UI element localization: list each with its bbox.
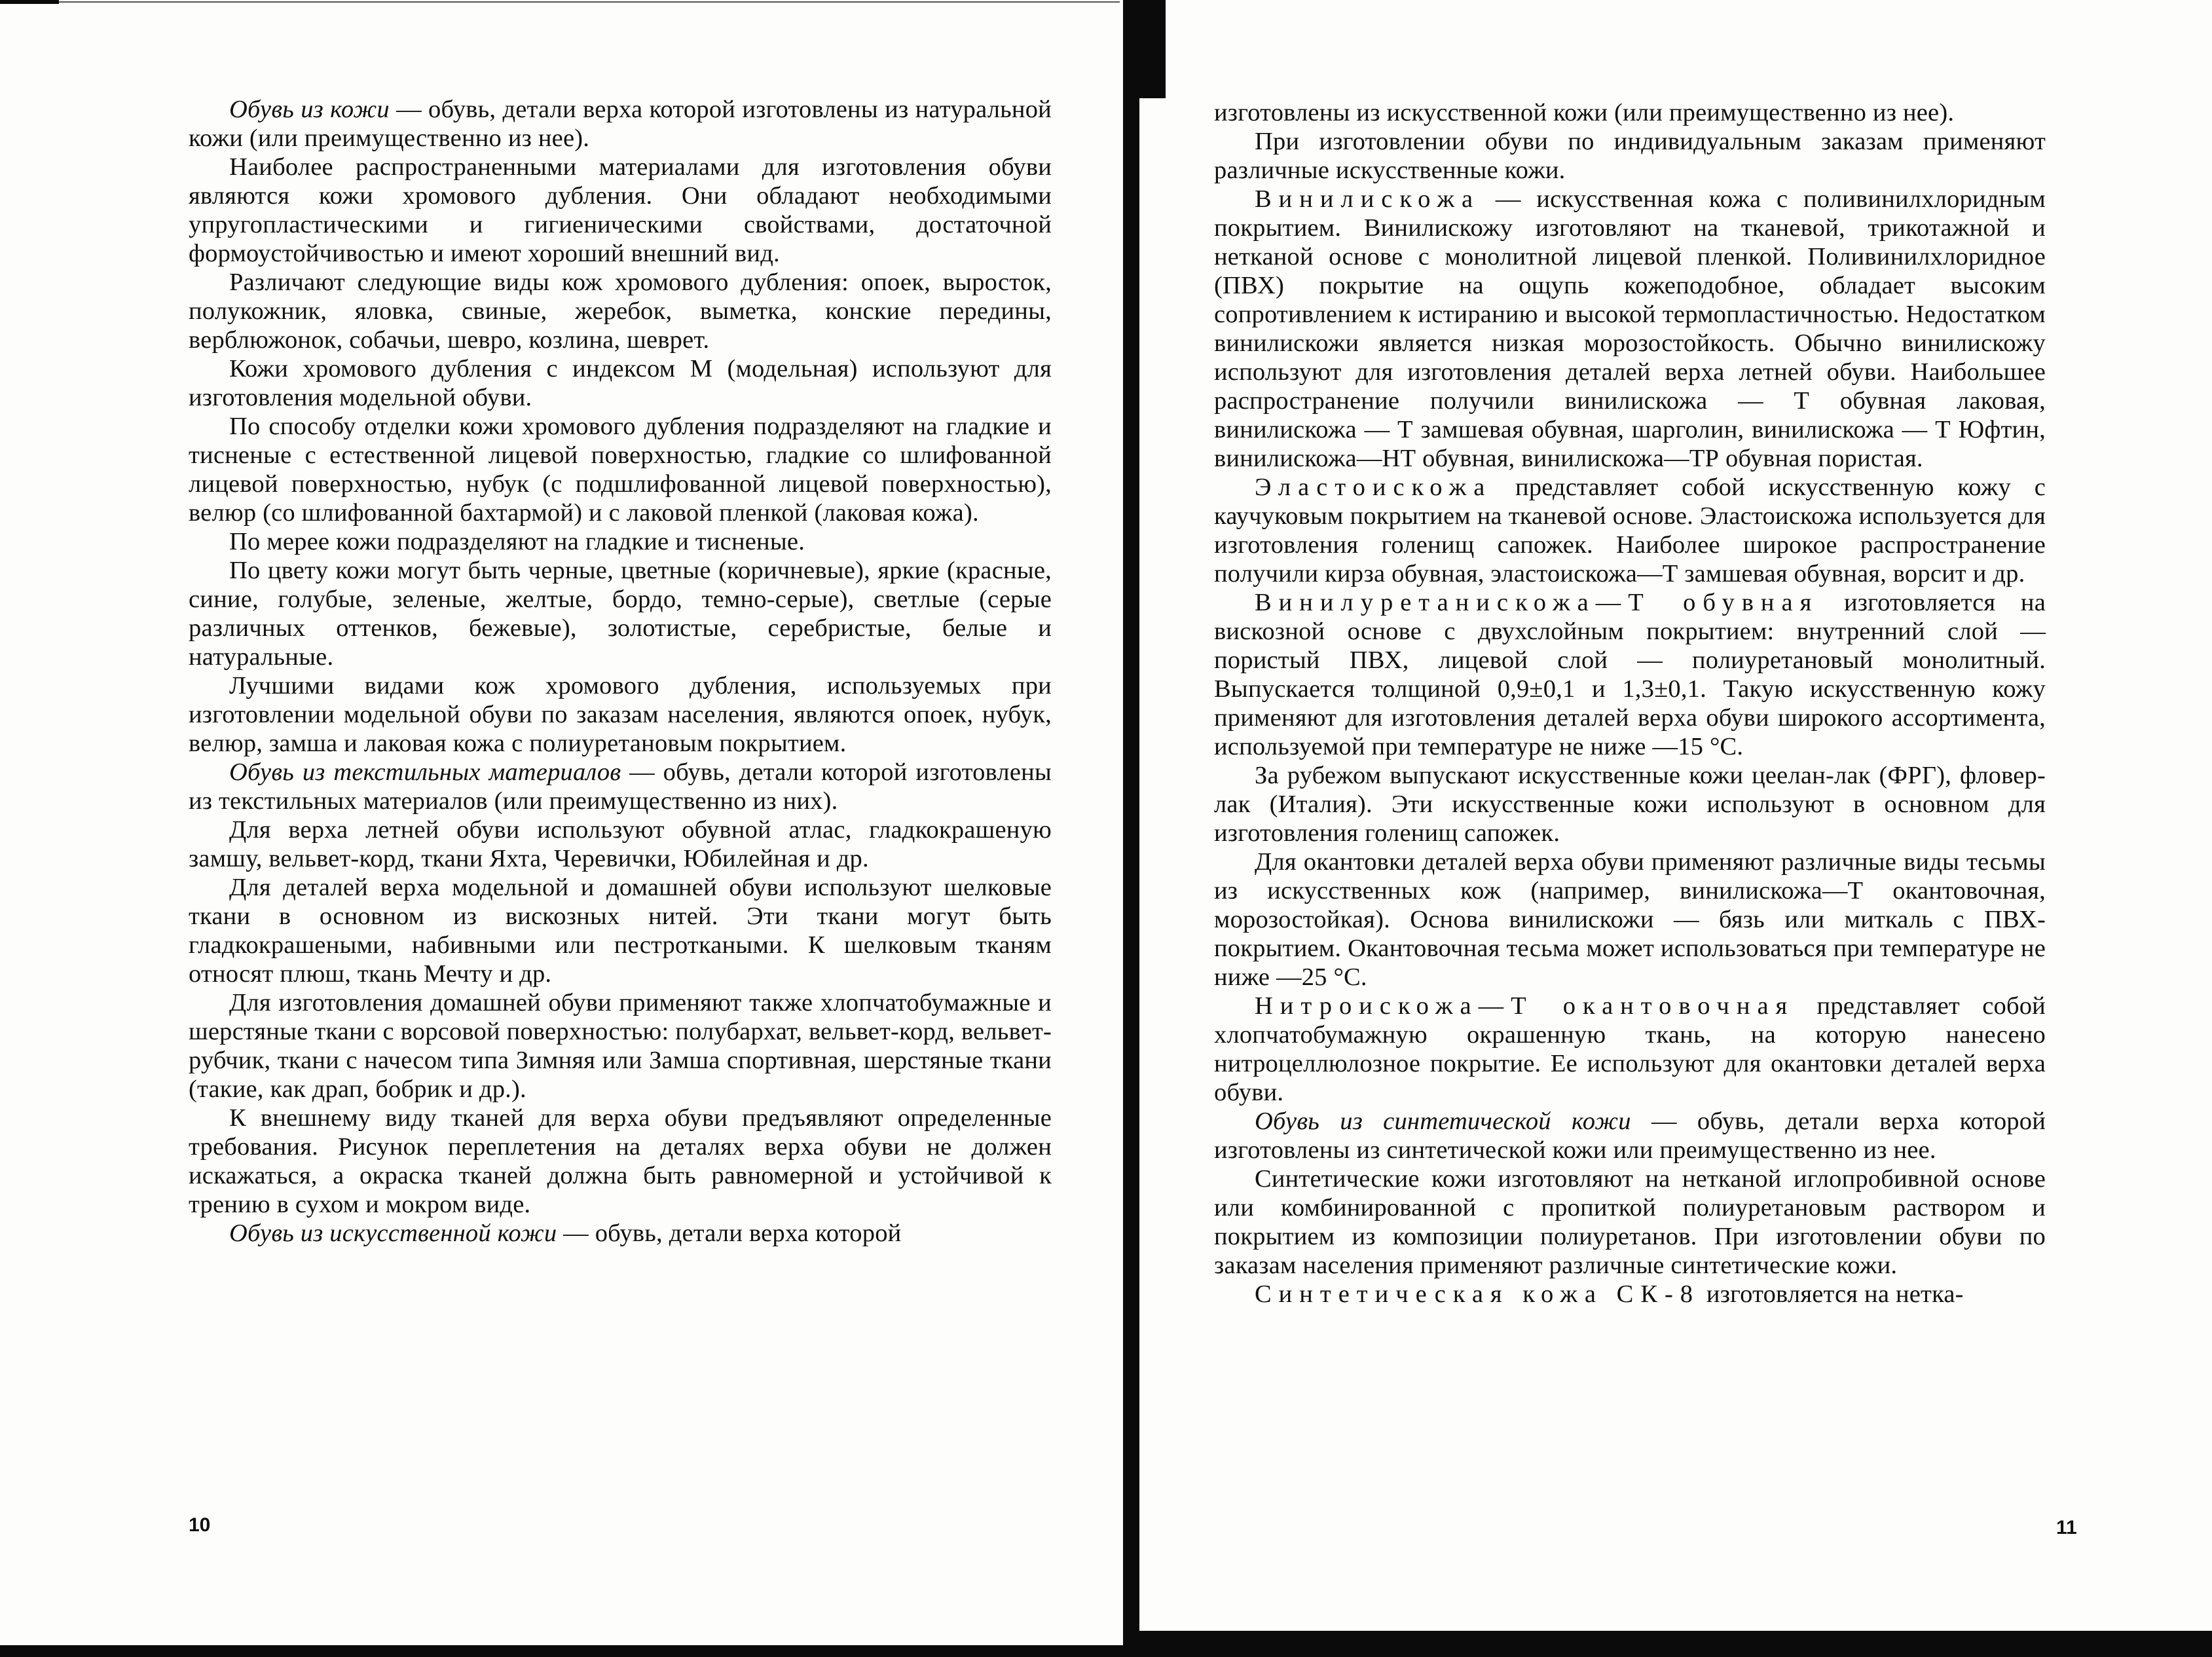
- paragraph: [189, 758, 1052, 815]
- term-italic: Обувь из кожи: [229, 96, 390, 123]
- paragraph-text: По цвету кожи могут быть черные, цветные (коричневые), яркие (красные, синие, голубые, зеленые, желтые, бордо, темно-серые), светлые (серые различных оттенков, бежевые), золотистые, серебристые, белые и натуральные.: [189, 557, 1052, 671]
- paragraph: [1214, 588, 2046, 761]
- paragraph: [189, 527, 1052, 556]
- paragraph: [1214, 98, 2046, 127]
- paragraph: [189, 95, 1052, 153]
- paragraph-text: изготовлены из искусственной кожи (или преимущественно из нее).: [1214, 99, 1955, 126]
- term-spaced: Нитроискожа—Т окантовочная: [1255, 992, 1795, 1020]
- book-spine: [1123, 0, 1139, 1657]
- paragraph-text: — обувь, детали верха которой изготовлены из натуральной кожи (или преимущественно из нее).: [189, 96, 1052, 152]
- paragraph-text: изготовляется на нетка-: [1700, 1280, 1964, 1308]
- paragraph-text: По мерее кожи подразделяют на гладкие и тисненые.: [229, 528, 805, 555]
- paragraph-text: Различают следующие виды кож хромового дубления: опоек, выросток, полукожник, яловка, свиные, жеребок, выметка, конские передины, верблюжонок, собачьи, шевро, козлина, шеврет.: [189, 269, 1052, 354]
- paragraph: [189, 412, 1052, 527]
- paragraph-text: — обувь, детали которой изготовлены из текстильных материалов (или преимущественно из них).: [189, 758, 1052, 815]
- term-spaced: Винилуретанискожа—Т обувная: [1255, 589, 1819, 616]
- paragraph: [189, 354, 1052, 412]
- term-spaced: Синтетическая кожа СК-8: [1255, 1280, 1701, 1308]
- paragraph: [1214, 1107, 2046, 1164]
- paragraph-text: К внешнему виду тканей для верха обуви предъявляют определенные требования. Рисунок переплетения на деталях верха обуви не должен искажаться, а окраска тканей должна быть равномерной и устойчивой к трению в сухом и мокром виде.: [189, 1104, 1052, 1218]
- paragraph: [189, 556, 1052, 671]
- term-spaced: Эластоискожа: [1255, 474, 1492, 501]
- paragraph: [1214, 473, 2046, 588]
- paragraph-text: Наиболее распространенными материалами для изготовления обуви являются кожи хромового дубления. Они обладают необходимыми упругопластическими и гигиеническими свойствами, достаточной формоустойчивостью и имеют хороший внешний вид.: [189, 153, 1052, 267]
- paragraph: [189, 873, 1052, 988]
- paragraph: [1214, 1280, 2046, 1309]
- paragraph-text: Для деталей верха модельной и домашней обуви используют шелковые ткани в основном из вискозных нитей. Эти ткани могут быть гладкокрашеными, набивными или пестроткаными. К шелковым тканям относят плюш, ткань Мечту и др.: [189, 874, 1052, 988]
- paragraph-text: представляет собой искусственную кожу с каучуковым покрытием на тканевой основе. Эластоискожа используется для изготовления голенищ сапожек. Наиболее широкое распространение получили кирза обувная, эластоискожа—Т замшевая обувная, ворсит и др.: [1214, 474, 2046, 587]
- paragraph: [189, 1104, 1052, 1219]
- paragraph-text: Для верха летней обуви используют обувной атлас, гладкокрашеную замшу, вельвет-корд, ткани Яхта, Черевички, Юбилейная и др.: [189, 816, 1052, 872]
- term-spaced: Винилискожа: [1255, 185, 1481, 213]
- paragraph: [1214, 127, 2046, 185]
- paragraph: [1214, 847, 2046, 992]
- page-number-left: 10: [189, 1514, 211, 1536]
- paragraph-text: Синтетические кожи изготовляют на нетканой иглопробивной основе или комбинированной с пропиткой полиуретановым раствором и покрытием из композиции полиуретанов. При изготовлении обуви по заказам населения применяют различные синтетические кожи.: [1214, 1165, 2046, 1279]
- paragraph-text: Для окантовки деталей верха обуви применяют различные виды тесьмы из искусственных кож (например, винилискожа—Т окантовочная, морозостойкая). Основа винилискожи — бязь или миткаль с ПВХ-покрытием. Окантовочная тесьма может использоваться при температуре не ниже —25 °С.: [1214, 848, 2046, 991]
- paragraph-text: Кожи хромового дубления с индексом М (модельная) используют для изготовления модельной обуви.: [189, 355, 1052, 411]
- paragraph: [1214, 1164, 2046, 1280]
- paragraph-text: изготовляется на вискозной основе с двухслойным покрытием: внутренний слой — пористый ПВХ, лицевой слой — полиуретановый монолитный. Выпускается толщиной 0,9±0,1 и 1,3±0,1. Такую искусственную кожу применяют для изготовления деталей верха обуви широкого ассортимента, используемой при температуре не ниже —15 °С.: [1214, 589, 2046, 760]
- paragraph-text: — обувь, детали верха которой: [557, 1219, 902, 1247]
- paragraph: [1214, 185, 2046, 473]
- page-number-right: 11: [2056, 1517, 2077, 1538]
- left-page-text: [189, 95, 1052, 1248]
- paragraph: [189, 268, 1052, 354]
- right-page: [1139, 0, 2212, 1657]
- paragraph: [1214, 761, 2046, 847]
- paragraph: [189, 988, 1052, 1104]
- paragraph: [189, 1219, 1052, 1248]
- term-italic: Обувь из синтетической кожи: [1255, 1108, 1631, 1135]
- paragraph-text: При изготовлении обуви по индивидуальным заказам применяют различные искусственные кожи.: [1214, 128, 2046, 184]
- paragraph-text: Лучшими видами кож хромового дубления, используемых при изготовлении модельной обуви по заказам населения, являются опоек, нубук, велюр, замша и лаковая кожа с полиуретановым покрытием.: [189, 672, 1052, 757]
- paragraph-text: За рубежом выпускают искусственные кожи цеелан-лак (ФРГ), фловер-лак (Италия). Эти искусственные кожи используют в основном для изготовления голенищ сапожек.: [1214, 762, 2046, 847]
- paragraph: [189, 153, 1052, 268]
- paragraph: [189, 815, 1052, 873]
- paragraph-text: — обувь, детали верха которой изготовлены из синтетической кожи или преимущественно из нее.: [1214, 1108, 2046, 1164]
- term-italic: Обувь из искусственной кожи: [229, 1219, 557, 1247]
- paragraph: [189, 671, 1052, 758]
- paragraph-text: представляет собой хлопчатобумажную окрашенную ткань, на которую нанесено нитроцеллюлозное покрытие. Ее используют для окантовки деталей верха обуви.: [1214, 992, 2046, 1106]
- term-italic: Обувь из текстильных материалов: [229, 758, 621, 786]
- paragraph: [1214, 992, 2046, 1107]
- paragraph-text: Для изготовления домашней обуви применяют также хлопчатобумажные и шерстяные ткани с ворсовой поверхностью: полубархат, вельвет-корд, вельвет-рубчик, ткани с начесом типа Зимняя или Замша спортивная, шерстяные ткани (такие, как драп, бобрик и др.).: [189, 989, 1052, 1103]
- paragraph-text: — искусственная кожа с поливинилхлоридным покрытием. Винилискожу изготовляют на тканевой, трикотажной и нетканой основе с монолитной лицевой пленкой. Поливинилхлоридное (ПВХ) покрытие на ощупь кожеподобное, обладает высоким сопротивлением к истиранию и высокой термопластичностью. Недостатком винилискожи является низкая морозостойкость. Обычно винилискожу используют для изготовления деталей верха летней обуви. Наибольшее распространение получили винилискожа — Т обувная лаковая, винилискожа — Т замшевая обувная, шарголин, винилискожа — Т Юфтин, винилискожа—НТ обувная, винилискожа—ТР обувная пористая.: [1214, 185, 2046, 472]
- paragraph-text: По способу отделки кожи хромового дубления подразделяют на гладкие и тисненые с естественной лицевой поверхностью, гладкие со шлифованной лицевой поверхностью, нубук (с подшлифованной лицевой поверхностью), велюр (со шлифованной бахтармой) и с лаковой пленкой (лаковая кожа).: [189, 413, 1052, 527]
- right-page-text: [1214, 98, 2046, 1309]
